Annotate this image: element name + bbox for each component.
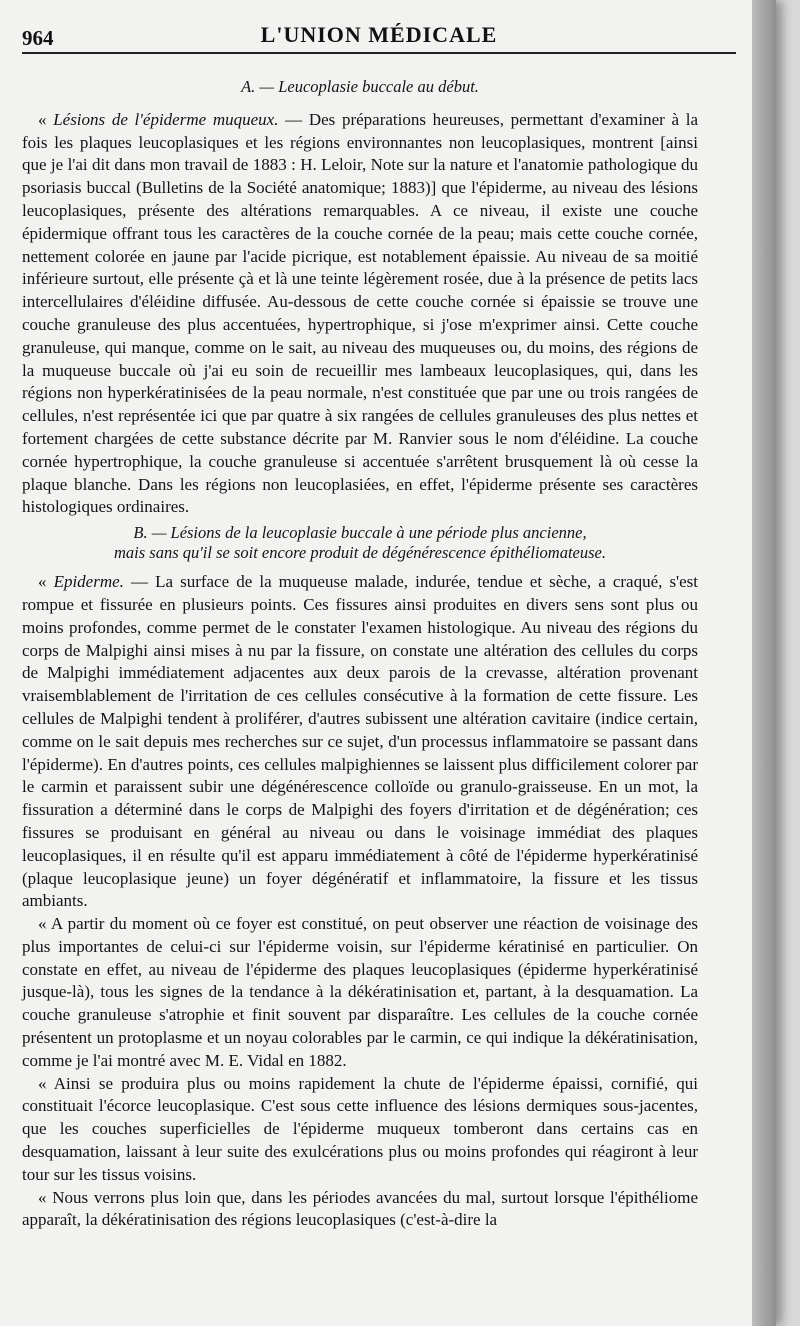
paragraph-a-1: « Lésions de l'épiderme muqueux. — Des préparations heureuses, permettant d'examiner à la fois les plaques leucoplasiques et les régions environnantes non leucoplasiques, montrent [ainsi que je l'ai dit dans mon travail de 1883 : H. Leloir, Note sur la nature et l'anatomie pathologique du psoriasis buccal (Bulletins de la Société anatomique; 1883)] que l'épiderme, au niveau des lésions leucoplasiques, présente des altérations remarquables. A ce niveau, il existe une couche épidermique offrant tous les caractères de la couche cornée de la peau; mais cette couche cornée, nettement colorée en jaune par l'acide picrique, est notablement épaissie. Au niveau de sa moitié inférieure surtout, elle présente çà et là une teinte légèrement rosée, due à la présence de petits lacs intercellulaires d'éléidine diffusée. Au-dessous de cette couche cornée si épaissie se trouve une couche granuleuse des plus accentuées, hypertrophique, si j'ose m'exprimer ainsi. Cette couche granuleuse, qui manque, comme on le sait, au niveau des muqueuses ou, du moins, des régions de la muqueuse buccale où j'ai eu soin de recueillir mes lambeaux leucoplasiques, qui, dans les régions non hyperkératinisées de la peau normale, n'est constituée que par une ou trois rangées de cellules, n'est représentée ici que par quatre à six rangées de cellules granuleuses des plus nettes et fortement chargées de cette substance décrite par M. Ranvier sous le nom d'éléidine. La couche cornée hypertrophique, la couche granuleuse si accentuée s'arrêtent brusquement là où cesse la plaque blanche. Dans les régions non leucoplasiées, en effet, l'épiderme présente ses caractères histologiques ordinaires. bbox=[22, 109, 698, 517]
paragraph-b-1: « Epiderme. — La surface de la muqueuse malade, indurée, tendue et sèche, a craqué, s'est rompue et fissurée en plusieurs points. Ces fissures ainsi produites en divers sens sont plus ou moins profondes, comme permet de le constater l'examen histologique. Au niveau des régions du corps de Malpighi ainsi mises à nu par la fissure, on constate une altération des cellules du corps de Malpighi immédiatement adjacentes aux deux parois de la crevasse, altération provenant vraisemblablement de l'irritation de ces cellules consécutive à la formation de cette fissure. Les cellules de Malpighi tendent à proliférer, d'autres subissent une altération cavitaire (indice certain, comme on le sait depuis mes recherches sur ce sujet, d'un processus inflammatoire se passant dans l'épiderme). En d'autres points, ces cellules malpighiennes se laissent plus difficilement colorer par le carmin et paraissent subir une dégénérescence colloïde ou granulo-graisseuse. En un mot, la fissuration a déterminé dans le corps de Malpighi des foyers d'irritation et de dégénération; ces fissures se produisant en général au niveau ou dans le voisinage immédiat des plaques leucoplasiques, il en résulte qu'il est apparu immédiatement à côté de l'épiderme hyperkératinisé (plaque leucoplasique jeune) un foyer dégénératif et inflammatoire, la fissure et les tissus ambiants. bbox=[22, 572, 699, 911]
body-text bbox=[22, 72, 698, 1232]
paragraph-text: — La surface de la muqueuse malade, indurée, tendue et sèche, a craqué, s'est rompue et fissurée en plusieurs points. Ces fissures ainsi produites en divers sens sont plus ou moins profondes, comme permet de le constater l'examen histologique. Au niveau des régions du corps de Malpighi ainsi mises à nu par la fissure, on constate une altération des cellules du corps de Malpighi immédiatement adjacentes aux deux parois de la crevasse, altération provenant vraisemblablement de l'irritation de ces cellules consécutive à la formation de cette fissure. Les cellules de Malpighi tendent à proliférer, d'autres subissent une altération cavitaire (indice certain, comme on le sait depuis mes recherches sur ce sujet, d'un processus inflammatoire se passant dans l'épiderme). En d'autres points, ces cellules malpighiennes se laissent plus difficilement colorer par le carmin et paraissent subir une dégénérescence colloïde ou granulo-graisseuse. En un mot, la fissuration a déterminé dans le corps de Malpighi des foyers d'irritation et de dégénération; ces fissures se produisant en général au niveau ou dans le voisinage immédiat des plaques leucoplasiques, il en résulte qu'il est apparu immédiatement à côté de l'épiderme hyperkératinisé (plaque leucoplasique jeune) un foyer dégénératif et inflammatoire, la fissure et les tissus ambiants. bbox=[22, 572, 699, 911]
section-b-title-line2: mais sans qu'il se soit encore produit de dégénérescence épithéliomateuse. bbox=[114, 543, 606, 563]
page-edge-shadow bbox=[752, 0, 776, 1326]
paragraph-lead: Lésions de l'épiderme muqueux. bbox=[53, 109, 279, 129]
paragraph-lead: Epiderme. bbox=[53, 572, 124, 592]
paragraph-text: — Des préparations heureuses, permettant d'examiner à la fois les plaques leucoplasiques et les régions environnantes non leucoplasiques, montrent [ainsi que je l'ai dit dans mon travail de 1883 : H. Leloir, Note sur la nature et l'anatomie pathologique du psoriasis buccal (Bulletins de la Société anatomique; 1883)] que l'épiderme, au niveau des lésions leucoplasiques, présente des altérations remarquables. A ce niveau, il existe une couche épidermique offrant tous les caractères de la couche cornée de la peau; mais cette couche cornée, nettement colorée en jaune par l'acide picrique, est notablement épaissie. Au niveau de sa moitié inférieure surtout, elle présente çà et là une teinte légèrement rosée, due à la présence de petits lacs intercellulaires d'éléidine diffusée. Au-dessous de cette couche cornée si épaissie se trouve une couche granuleuse des plus accentuées, hypertrophique, si j'ose m'exprimer ainsi. Cette couche granuleuse, qui manque, comme on le sait, au niveau des muqueuses ou, du moins, des régions de la muqueuse buccale où j'ai eu soin de recueillir mes lambeaux leucoplasiques, qui, dans les régions non hyperkératinisées de la peau normale, n'est constituée que par une ou trois rangées de cellules, n'est représentée ici que par quatre à six rangées de cellules granuleuses des plus nettes et fortement chargées de cette substance décrite par M. Ranvier sous le nom d'éléidine. La couche cornée hypertrophique, la couche granuleuse si accentuée s'arrêtent brusquement là où cesse la plaque blanche. Dans les régions non leucoplasiées, en effet, l'épiderme présente ses caractères histologiques ordinaires. bbox=[22, 109, 698, 517]
paragraph-b-2: « A partir du moment où ce foyer est constitué, on peut observer une réaction de voisinage des plus importantes de celui-ci sur l'épiderme voisin, sur l'épiderme kératinisé en particulier. On constate en effet, au niveau de l'épiderme des plaques leucoplasiques (épiderme hyperkératinisé jusque-là), tous les signes de la tendance à la dékératinisation et, partant, à la desquamation. La couche granuleuse s'atrophie et finit souvent par disparaître. Les cellules de la couche cornée présentent un protoplasme et un noyau colorables par le carmin, ce qui indique la dékératinisation, comme je l'ai montré avec M. E. Vidal en 1882. bbox=[22, 914, 698, 1070]
section-a-title: A. — Leucoplasie buccale au début. bbox=[241, 77, 479, 96]
paragraph-b-3: « Ainsi se produira plus ou moins rapidement la chute de l'épiderme épaissi, cornifié, qui constituait l'écorce leucoplasique. C'est sous cette influence des lésions dermiques sous-jacentes, que les couches superficielles de l'épiderme muqueux tomberont dans certains cas en desquamation, laissant à leur suite des exulcérations plus ou moins profondes qui réagiront à leur tour sur les tissus voisins. bbox=[22, 1073, 698, 1184]
running-title: L'UNION MÉDICALE bbox=[260, 22, 498, 47]
section-b-title bbox=[22, 523, 698, 563]
page-header bbox=[22, 18, 736, 54]
section-b-title-line1: B. — Lésions de la leucoplasie buccale à une période plus ancienne, bbox=[133, 523, 587, 543]
page-number: 964 bbox=[22, 26, 54, 50]
paragraph-b-4: « Nous verrons plus loin que, dans les périodes avancées du mal, surtout lorsque l'épithéliome apparaît, la dékératinisation des régions leucoplasiques (c'est-à-dire la bbox=[22, 1187, 698, 1230]
